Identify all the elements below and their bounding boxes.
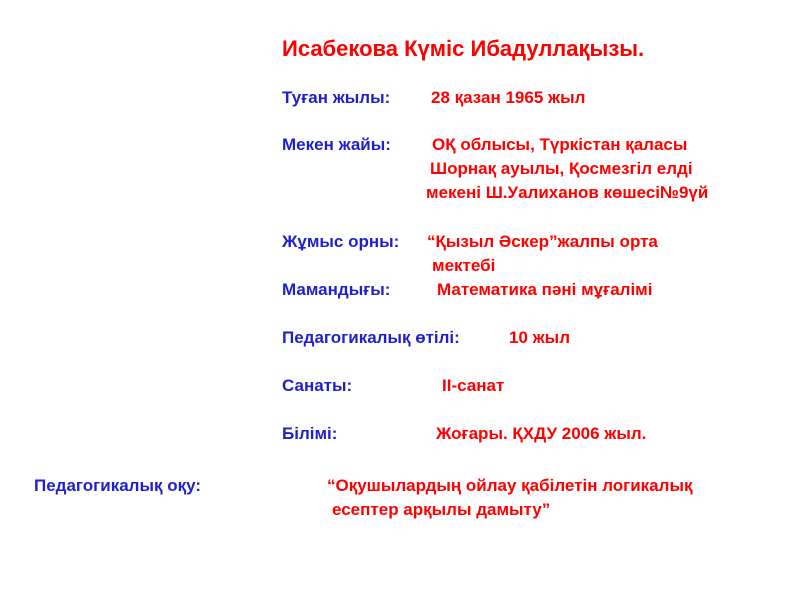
work-line-2: мектебі xyxy=(432,256,496,275)
profession-value: Математика пәні мұғалімі xyxy=(437,280,653,299)
category-value: II-санат xyxy=(442,376,505,395)
education-label: Білімі: xyxy=(282,424,338,443)
work-line-1: “Қызыл Әскер”жалпы орта xyxy=(427,232,658,251)
study-line-2: есептер арқылы дамыту” xyxy=(332,500,551,519)
experience-label: Педагогикалық өтілі: xyxy=(282,328,460,347)
address-line-3: мекені Ш.Уалиханов көшесі№9үй xyxy=(426,183,709,202)
address-line-2: Шорнақ ауылы, Қосмезгіл елді xyxy=(430,159,693,178)
education-value: Жоғары. ҚХДУ 2006 жыл. xyxy=(436,424,647,443)
study-label: Педагогикалық оқу: xyxy=(34,476,201,495)
work-label: Жұмыс орны: xyxy=(282,232,400,251)
birth-label: Туған жылы: xyxy=(282,88,391,107)
address-line-1: ОҚ облысы, Түркістан қаласы xyxy=(432,135,688,154)
category-label: Санаты: xyxy=(282,376,353,395)
birth-value: 28 қазан 1965 жыл xyxy=(431,88,586,107)
profession-label: Мамандығы: xyxy=(282,280,391,299)
experience-value: 10 жыл xyxy=(509,328,571,347)
study-line-1: “Оқушылардың ойлау қабілетін логикалық xyxy=(327,476,693,495)
person-name: Исабекова Күміс Ибадуллақызы. xyxy=(282,36,645,61)
address-label: Мекен жайы: xyxy=(282,135,391,154)
